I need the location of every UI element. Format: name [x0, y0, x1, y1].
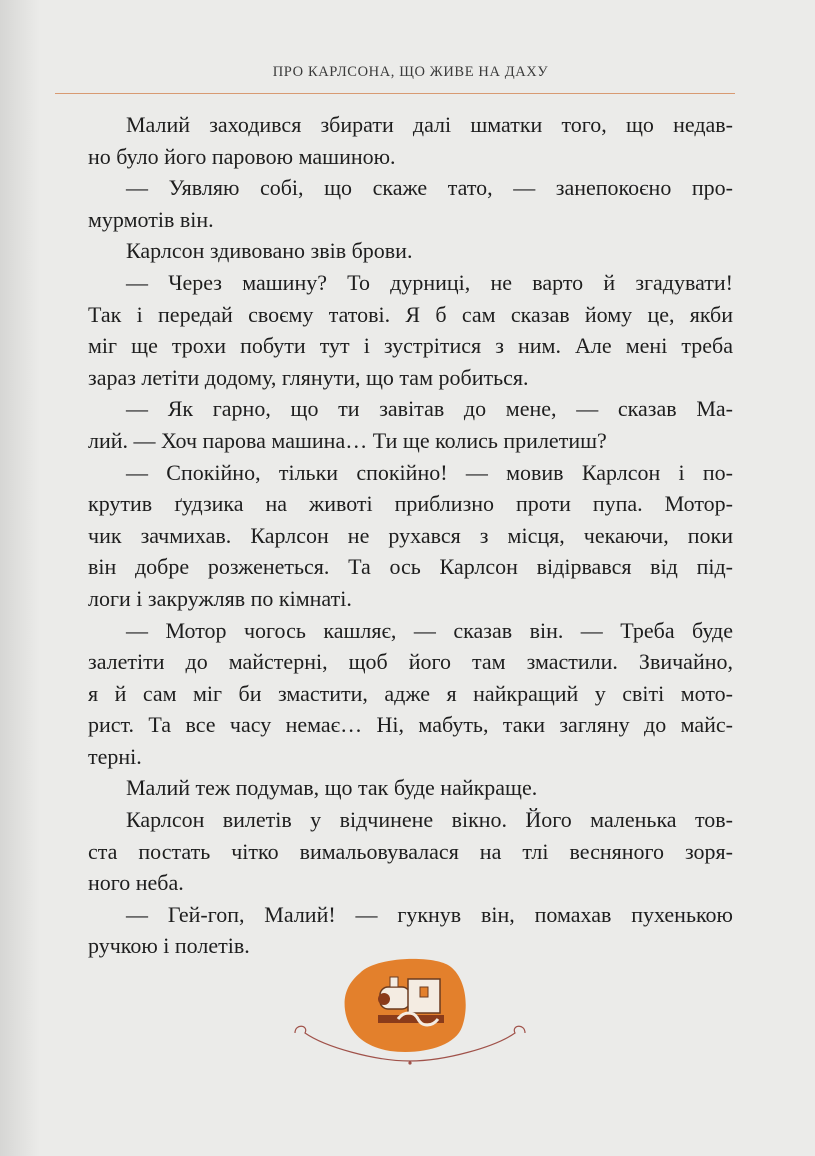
text-line: залетіти до майстерні, щоб його там змастили. Звичайно, — [88, 649, 733, 675]
text-line: — Спокійно, тільки спокійно! — мовив Карлсон і по- — [126, 459, 733, 485]
text-line: — Мотор чогось кашляє, — сказав він. — Треба буде — [126, 617, 733, 643]
text-line: — Уявляю собі, що скаже тато, — занепокоєно про- — [126, 175, 733, 201]
text-line: ручкою і полетів. — [88, 933, 250, 959]
running-header: ПРО КАРЛСОНА, ЩО ЖИВЕ НА ДАХУ — [272, 64, 549, 80]
header-rule — [55, 93, 735, 94]
text-line: терні. — [88, 743, 142, 769]
text-line: ного неба. — [88, 870, 184, 896]
text-line: — Гей-гоп, Малий! — гукнув він, помахав пухенькою — [126, 901, 733, 927]
text-line: логи і закружляв по кімнаті. — [88, 585, 352, 611]
text-line: ста постать чітко вимальовувалася на тлі весняного зоря- — [88, 838, 733, 864]
text-line: крутив ґудзика на животі приблизно проти пупа. Мотор- — [88, 491, 733, 517]
text-line: но було його паровою машиною. — [88, 143, 396, 169]
text-line: — Через машину? То дурниці, не варто й згадувати! — [126, 269, 733, 295]
text-line: рист. Та все часу немає… Ні, мабуть, таки загляну до майс- — [88, 712, 733, 738]
page-body-text — [88, 109, 733, 962]
text-line: Карлсон здивовано звів брови. — [126, 238, 413, 264]
ornament-dot — [408, 1061, 411, 1064]
text-line: мурмотів він. — [88, 206, 214, 232]
text-line: Малий теж подумав, що так буде найкраще. — [126, 775, 538, 801]
text-line: міг ще трохи побути тут і зустрітися з ним. Але мені треба — [88, 333, 733, 359]
text-line: — Як гарно, що ти завітав до мене, — сказав Ма- — [126, 396, 733, 422]
page-gutter-shadow — [0, 0, 40, 1156]
text-line: Малий заходився збирати далі шматки того, що недав- — [126, 112, 733, 137]
text-line: Так і передай своєму татові. Я б сам сказав йому це, якби — [88, 301, 733, 327]
text-line: я й сам міг би змастити, адже я найкращий у світі мото- — [88, 680, 733, 706]
text-line: Карлсон вилетів у відчинене вікно. Його маленька тов- — [126, 807, 733, 833]
text-line: зараз летіти додому, глянути, що там робиться. — [88, 364, 529, 390]
text-line: чик зачмихав. Карлсон не рухався з місця, чекаючи, поки — [88, 522, 733, 548]
steam-engine-illustration — [280, 955, 540, 1065]
text-line: він добре розженеться. Та ось Карлсон відірвався від під- — [88, 554, 733, 580]
text-line: лий. — Хоч парова машина… Ти ще колись прилетиш? — [88, 427, 607, 453]
